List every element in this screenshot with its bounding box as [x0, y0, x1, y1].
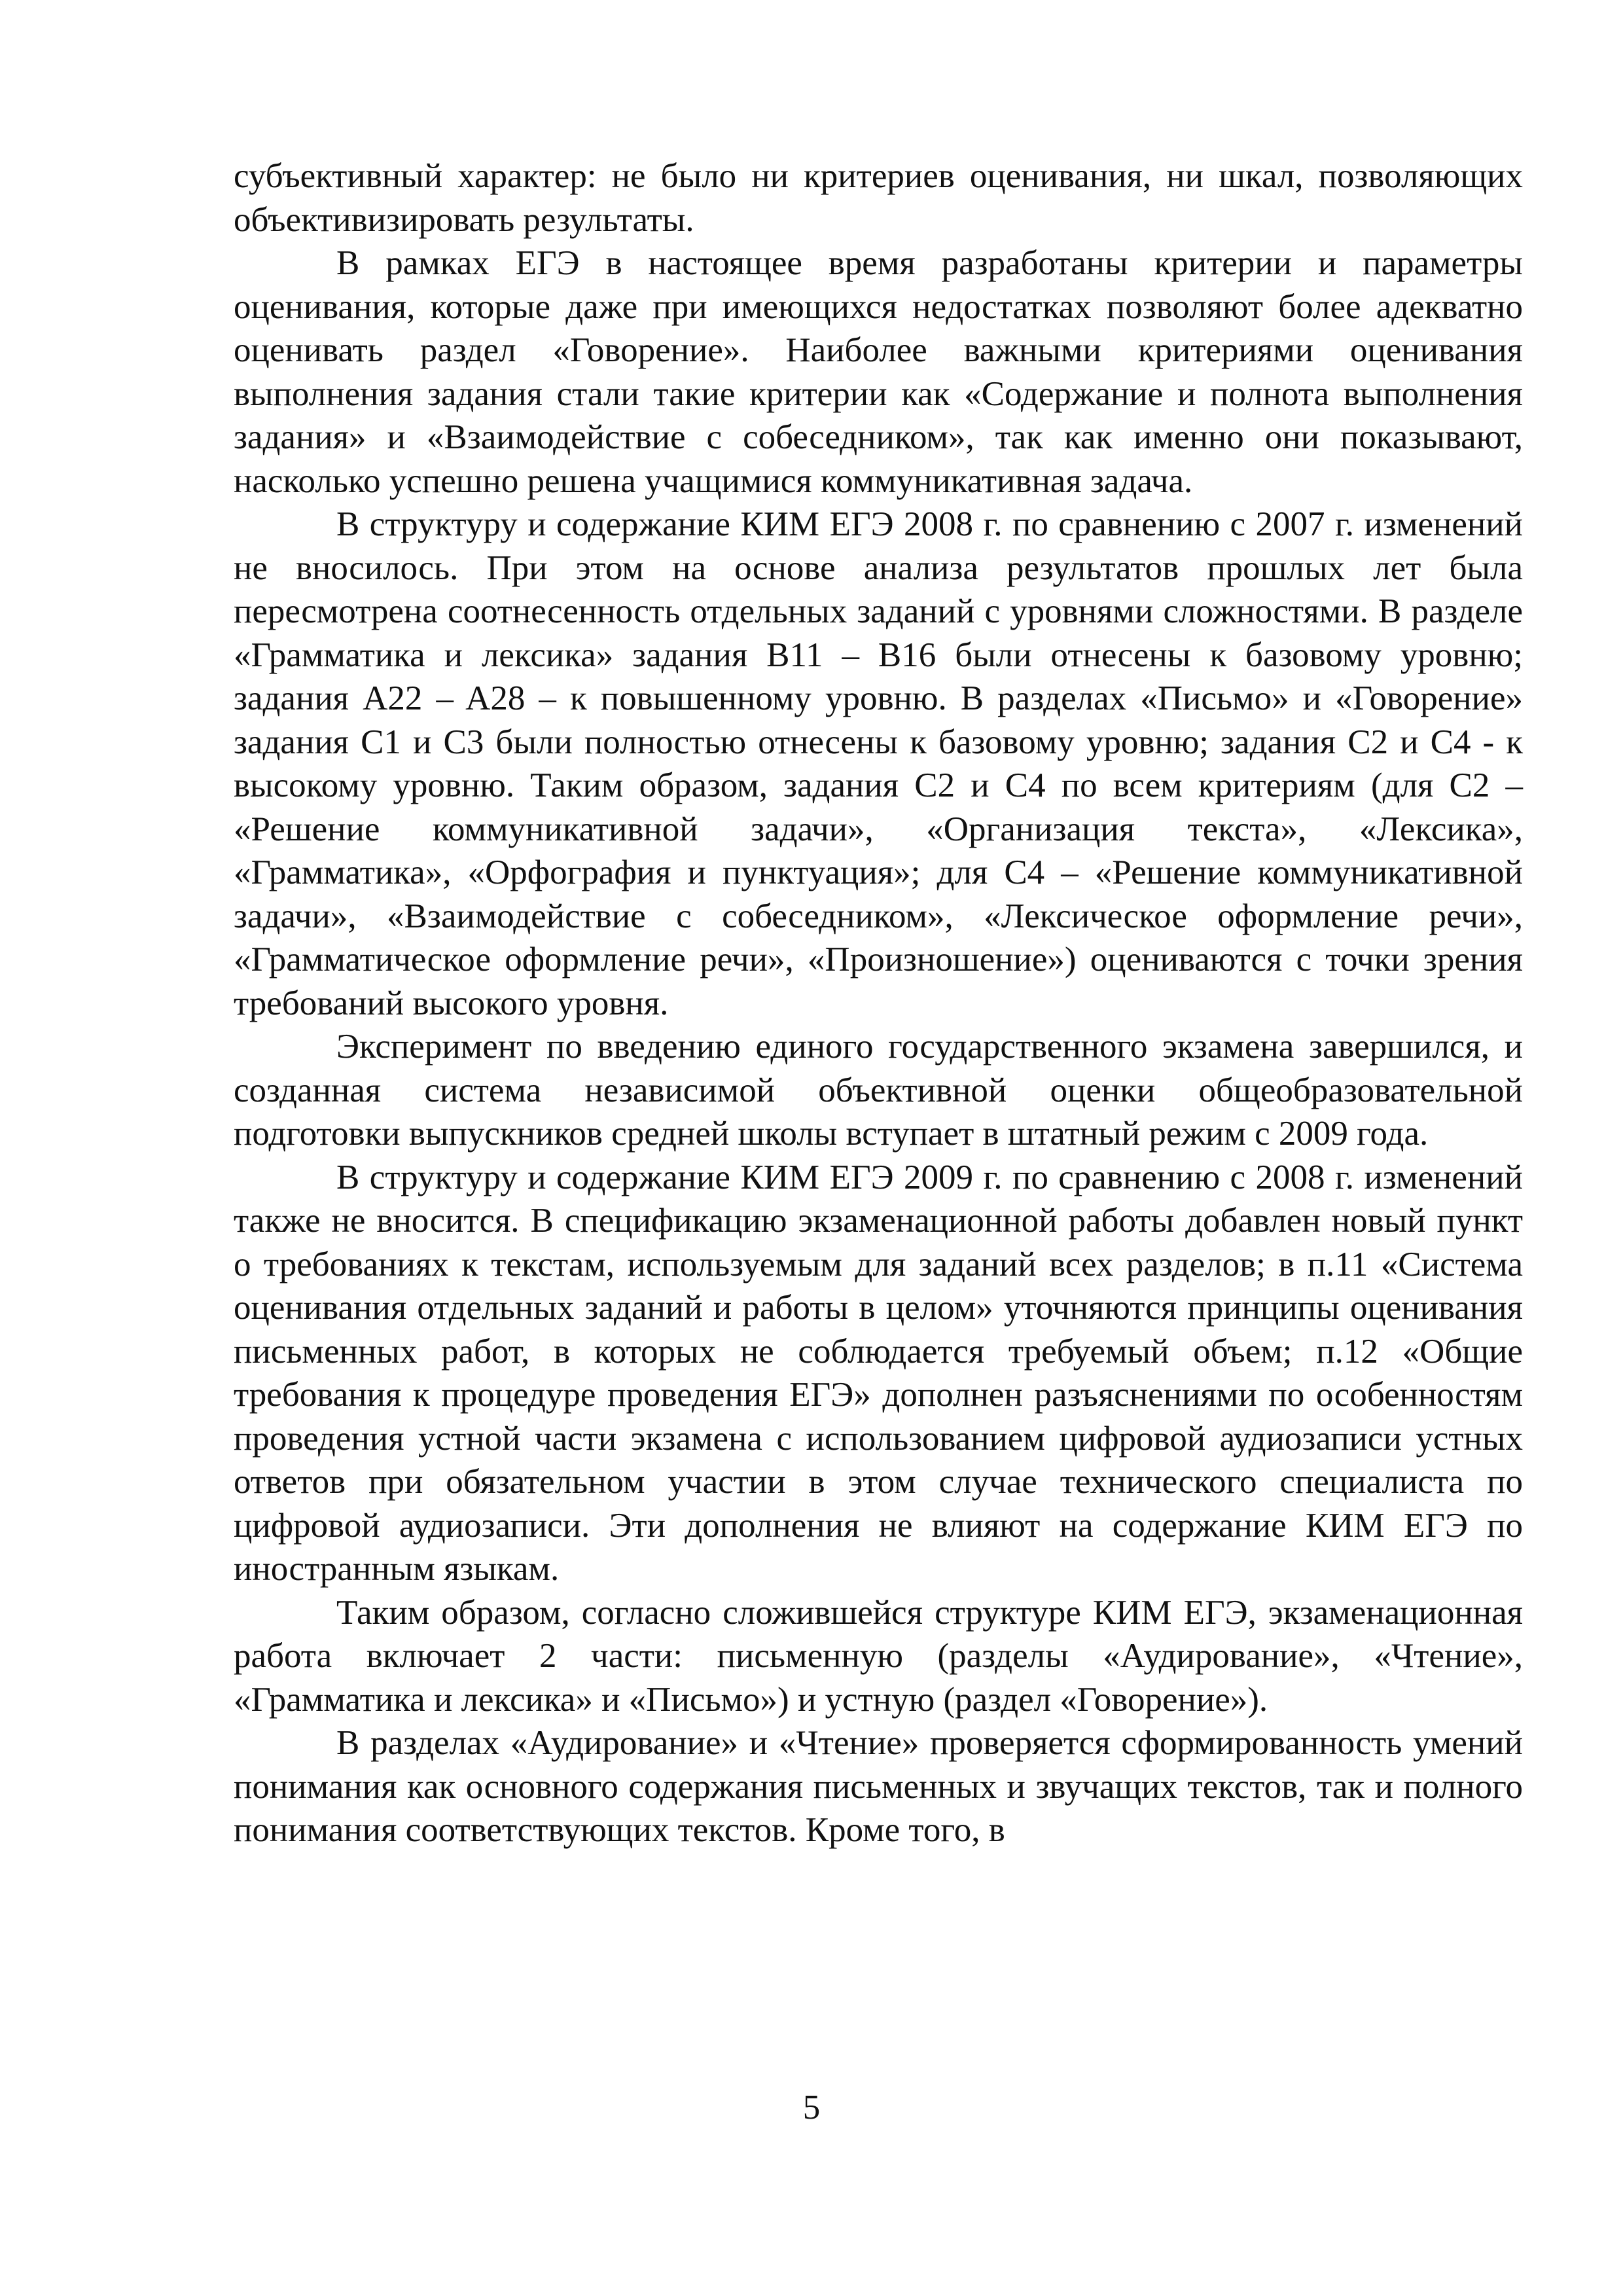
paragraph-speaking-criteria: В рамках ЕГЭ в настоящее время разработаны критерии и параметры оценивания, которые даже при имеющихся недостатках позволяют более адекватно оценивать раздел «Говорение». Наиболее важными критериями оценивания выполнения задания стали такие критерии как «Содержание и полнота выполнения задания» и «Взаимодействие с собеседником», так как именно они показывают, насколько успешно решена учащимися коммуникативная задача. — [234, 244, 1523, 500]
paragraph-kim-2008: В структуру и содержание КИМ ЕГЭ 2008 г. по сравнению с 2007 г. изменений не вносилось. При этом на основе анализа результатов прошлых лет была пересмотрена соотнесенность отдельных заданий с уровнями сложностями. В разделе «Грамматика и лексика» задания B11 – B16 были отнесены к базовому уровню; задания A22 – A28 – к повышенному уровню. В разделах «Письмо» и «Говорение» задания C1 и C3 были полностью отнесены к базовому уровню; задания C2 и C4 - к высокому уровню. Таким образом, задания C2 и C4 по всем критериям (для C2 – «Решение коммуникативной задачи», «Организация текста», «Лексика», «Грамматика», «Орфография и пунктуация»; для C4 – «Решение коммуникативной задачи», «Взаимодействие с собеседником», «Лексическое оформление речи», «Грамматическое оформление речи», «Произношение») оцениваются с точки зрения требований высокого уровня. — [234, 505, 1523, 1022]
paragraph-listening-reading: В разделах «Аудирование» и «Чтение» проверяется сформированность умений понимания как основного содержания письменных и звучащих текстов, так и полного понимания соответствующих текстов. Кроме того, в — [234, 1724, 1523, 1849]
paragraph-exam-structure: Таким образом, согласно сложившейся структуре КИМ ЕГЭ, экзаменационная работа включает 2 части: письменную (разделы «Аудирование», «Чтение», «Грамматика и лексика» и «Письмо») и устную (раздел «Говорение»). — [234, 1593, 1523, 1719]
paragraph-continued: субъективный характер: не было ни критериев оценивания, ни шкал, позволяющих объективизировать результаты. — [234, 157, 1523, 239]
paragraph-experiment: Эксперимент по введению единого государственного экзамена завершился, и созданная система независимой объективной оценки общеобразовательной подготовки выпускников средней школы вступает в штатный режим с 2009 года. — [234, 1028, 1523, 1153]
body-text — [234, 154, 1523, 1852]
page-number: 5 — [802, 2089, 821, 2126]
paragraph-kim-2009: В структуру и содержание КИМ ЕГЭ 2009 г. по сравнению с 2008 г. изменений также не вносится. В спецификацию экзаменационной работы добавлен новый пункт о требованиях к текстам, используемым для заданий всех разделов; в п.11 «Система оценивания отдельных заданий и работы в целом» уточняются принципы оценивания письменных работ, в которых не соблюдается требуемый объем; п.12 «Общие требования к процедуре проведения ЕГЭ» дополнен разъяснениями по особенностям проведения устной части экзамена с использованием цифровой аудиозаписи устных ответов при обязательном участии в этом случае технического специалиста по цифровой аудиозаписи. Эти дополнения не влияют на содержание КИМ ЕГЭ по иностранным языкам. — [234, 1158, 1523, 1588]
